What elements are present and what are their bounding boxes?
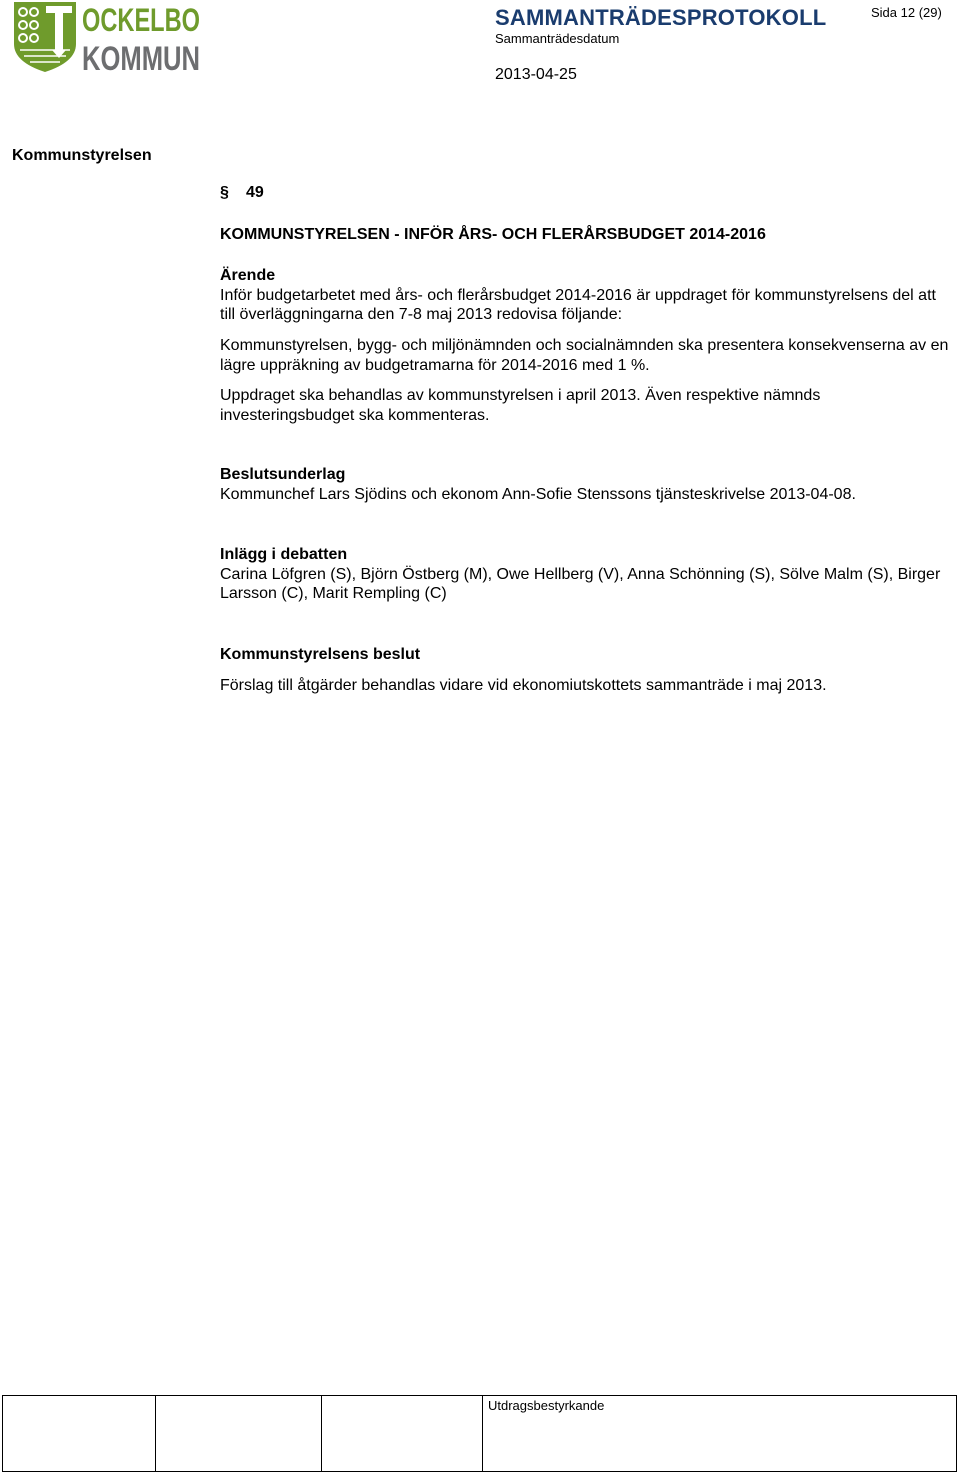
section-arende xyxy=(220,266,950,325)
paragraph-symbol: § xyxy=(220,184,229,201)
beslut-paragraph: Förslag till åtgärder behandlas vidare vid ekonomiutskottets sammanträde i maj 2013. xyxy=(220,677,827,694)
arende-paragraph-2-block xyxy=(220,336,950,375)
arende-paragraph-3: Uppdraget ska behandlas av kommunstyrelsen i april 2013. Även respektive nämnds investeringsbudget ska kommenteras. xyxy=(220,387,821,424)
section-beslut-body-block xyxy=(220,676,950,696)
paragraph-number: 49 xyxy=(246,184,264,201)
signature-box-1 xyxy=(3,1396,156,1472)
department-name: Kommunstyrelsen xyxy=(12,147,152,164)
section-beslut-title-block xyxy=(220,645,950,665)
section-title-arende: Ärende xyxy=(220,267,276,284)
arende-paragraph-2: Kommunstyrelsen, bygg- och miljönämnden och socialnämnden ska presentera konsekvenserna av en lägre uppräkning av budgetramarna för 2014-2016 med 1 %. xyxy=(220,337,949,374)
beslutsunderlag-paragraph: Kommunchef Lars Sjödins och ekonom Ann-Sofie Stenssons tjänsteskrivelse 2013-04-08. xyxy=(220,485,856,503)
section-debatt xyxy=(220,545,950,604)
meeting-date-value: 2013-04-25 xyxy=(495,66,577,83)
page-number: Sida 12 (29) xyxy=(871,5,942,20)
arende-paragraph-3-block xyxy=(220,386,950,425)
signature-box-3 xyxy=(322,1396,483,1472)
document-title: SAMMANTRÄDESPROTOKOLL xyxy=(495,5,827,30)
debatt-paragraph: Carina Löfgren (S), Björn Östberg (M), Owe Hellberg (V), Anna Schönning (S), Sölve Malm (S), Birger Larsson (C), Marit Rempling (C) xyxy=(220,565,941,602)
section-title-debatt: Inlägg i debatten xyxy=(220,546,348,563)
signature-table xyxy=(2,1395,957,1472)
logo-line-1: OCKELBO xyxy=(82,2,200,38)
meeting-date-label: Sammanträdesdatum xyxy=(495,31,620,46)
section-beslutsunderlag xyxy=(220,465,950,504)
arende-paragraph-1: Inför budgetarbetet med års- och flerårsbudget 2014-2016 är uppdraget för kommunstyrelsens del att till överläggningarna den 7-8 maj 2013 redovisa följande: xyxy=(220,286,936,323)
section-title-beslut: Kommunstyrelsens beslut xyxy=(220,646,421,663)
signature-box-extract xyxy=(483,1396,957,1472)
signature-row xyxy=(3,1396,957,1472)
extract-certification-label: Utdragsbestyrkande xyxy=(488,1398,605,1413)
ockelbo-kommun-logo xyxy=(12,0,202,78)
signature-box-2 xyxy=(156,1396,322,1472)
section-title-beslutsunderlag: Beslutsunderlag xyxy=(220,466,346,483)
logo-line-2: KOMMUN xyxy=(82,40,200,78)
matter-heading: KOMMUNSTYRELSEN - INFÖR ÅRS- OCH FLERÅRSBUDGET 2014-2016 xyxy=(220,226,766,243)
